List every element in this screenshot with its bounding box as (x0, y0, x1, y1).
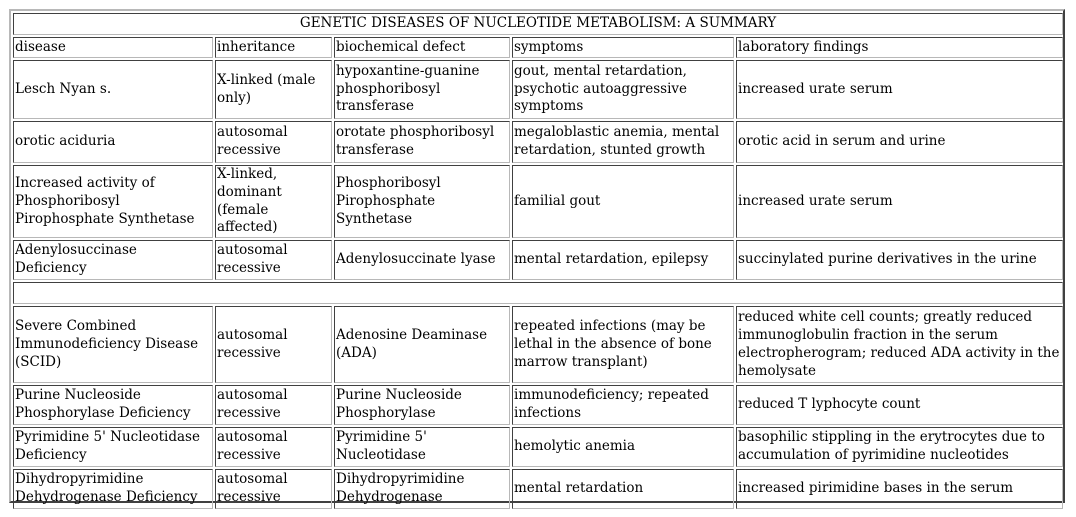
table-row (13, 121, 1063, 163)
header-biochemical-defect: biochemical defect (334, 37, 510, 58)
cell-laboratory-findings: reduced white cell counts; greatly reduced immunoglobulin fraction in the serum electropherogram; reduced ADA activity in the hemolysate (736, 306, 1063, 383)
table-row (13, 165, 1063, 238)
cell-biochemical-defect: Dihydropyrimidine Dehydrogenase (334, 469, 510, 509)
cell-biochemical-defect: Pyrimidine 5' Nucleotidase (334, 427, 510, 467)
cell-inheritance: X-linked, dominant (female affected) (215, 165, 332, 238)
table-row (13, 240, 1063, 280)
cell-disease: Lesch Nyan s. (13, 60, 213, 119)
cell-inheritance: X-linked (male only) (215, 60, 332, 119)
cell-laboratory-findings: increased urate serum (736, 165, 1063, 238)
table-row (13, 385, 1063, 425)
cell-inheritance: autosomal recessive (215, 385, 332, 425)
cell-symptoms: mental retardation, epilepsy (512, 240, 734, 280)
cell-laboratory-findings: increased pirimidine bases in the serum (736, 469, 1063, 509)
cell-biochemical-defect: orotate phosphoribosyl transferase (334, 121, 510, 163)
spacer-cell (13, 282, 1063, 304)
cell-inheritance: autosomal recessive (215, 306, 332, 383)
cell-symptoms: immunodeficiency; repeated infections (512, 385, 734, 425)
cell-inheritance: autosomal recessive (215, 427, 332, 467)
header-disease: disease (13, 37, 213, 58)
table-row (13, 427, 1063, 467)
table-row (13, 469, 1063, 509)
table-row (13, 306, 1063, 383)
header-symptoms: symptoms (512, 37, 734, 58)
cell-disease: Purine Nucleoside Phosphorylase Deficiency (13, 385, 213, 425)
cell-disease: Increased activity of Phosphoribosyl Pirophosphate Synthetase (13, 165, 213, 238)
cell-laboratory-findings: reduced T lyphocyte count (736, 385, 1063, 425)
cell-symptoms: mental retardation (512, 469, 734, 509)
cell-disease: orotic aciduria (13, 121, 213, 163)
cell-biochemical-defect: Phosphoribosyl Pirophosphate Synthetase (334, 165, 510, 238)
cell-symptoms: hemolytic anemia (512, 427, 734, 467)
cell-symptoms: repeated infections (may be lethal in the absence of bone marrow transplant) (512, 306, 734, 383)
header-laboratory-findings: laboratory findings (736, 37, 1063, 58)
cell-inheritance: autosomal recessive (215, 469, 332, 509)
table-title: GENETIC DISEASES OF NUCLEOTIDE METABOLISM: A SUMMARY (13, 13, 1063, 35)
header-inheritance: inheritance (215, 37, 332, 58)
header-row (13, 37, 1063, 58)
table-row (13, 60, 1063, 119)
cell-symptoms: familial gout (512, 165, 734, 238)
cell-laboratory-findings: succinylated purine derivatives in the urine (736, 240, 1063, 280)
cell-biochemical-defect: Purine Nucleoside Phosphorylase (334, 385, 510, 425)
cell-biochemical-defect: Adenosine Deaminase (ADA) (334, 306, 510, 383)
cell-disease: Pyrimidine 5' Nucleotidase Deficiency (13, 427, 213, 467)
cell-biochemical-defect: Adenylosuccinate lyase (334, 240, 510, 280)
genetic-diseases-table (11, 11, 1065, 511)
cell-biochemical-defect: hypoxantine-guanine phosphoribosyl transferase (334, 60, 510, 119)
spacer-row (13, 282, 1063, 304)
cell-inheritance: autosomal recessive (215, 240, 332, 280)
cell-disease: Dihydropyrimidine Dehydrogenase Deficiency (13, 469, 213, 509)
cell-laboratory-findings: basophilic stippling in the erytrocytes due to accumulation of pyrimidine nucleotides (736, 427, 1063, 467)
cell-inheritance: autosomal recessive (215, 121, 332, 163)
cell-laboratory-findings: increased urate serum (736, 60, 1063, 119)
cell-symptoms: megaloblastic anemia, mental retardation, stunted growth (512, 121, 734, 163)
cell-disease: Severe Combined Immunodeficiency Disease (SCID) (13, 306, 213, 383)
cell-symptoms: gout, mental retardation, psychotic autoaggressive symptoms (512, 60, 734, 119)
cell-disease: Adenylosuccinase Deficiency (13, 240, 213, 280)
cell-laboratory-findings: orotic acid in serum and urine (736, 121, 1063, 163)
